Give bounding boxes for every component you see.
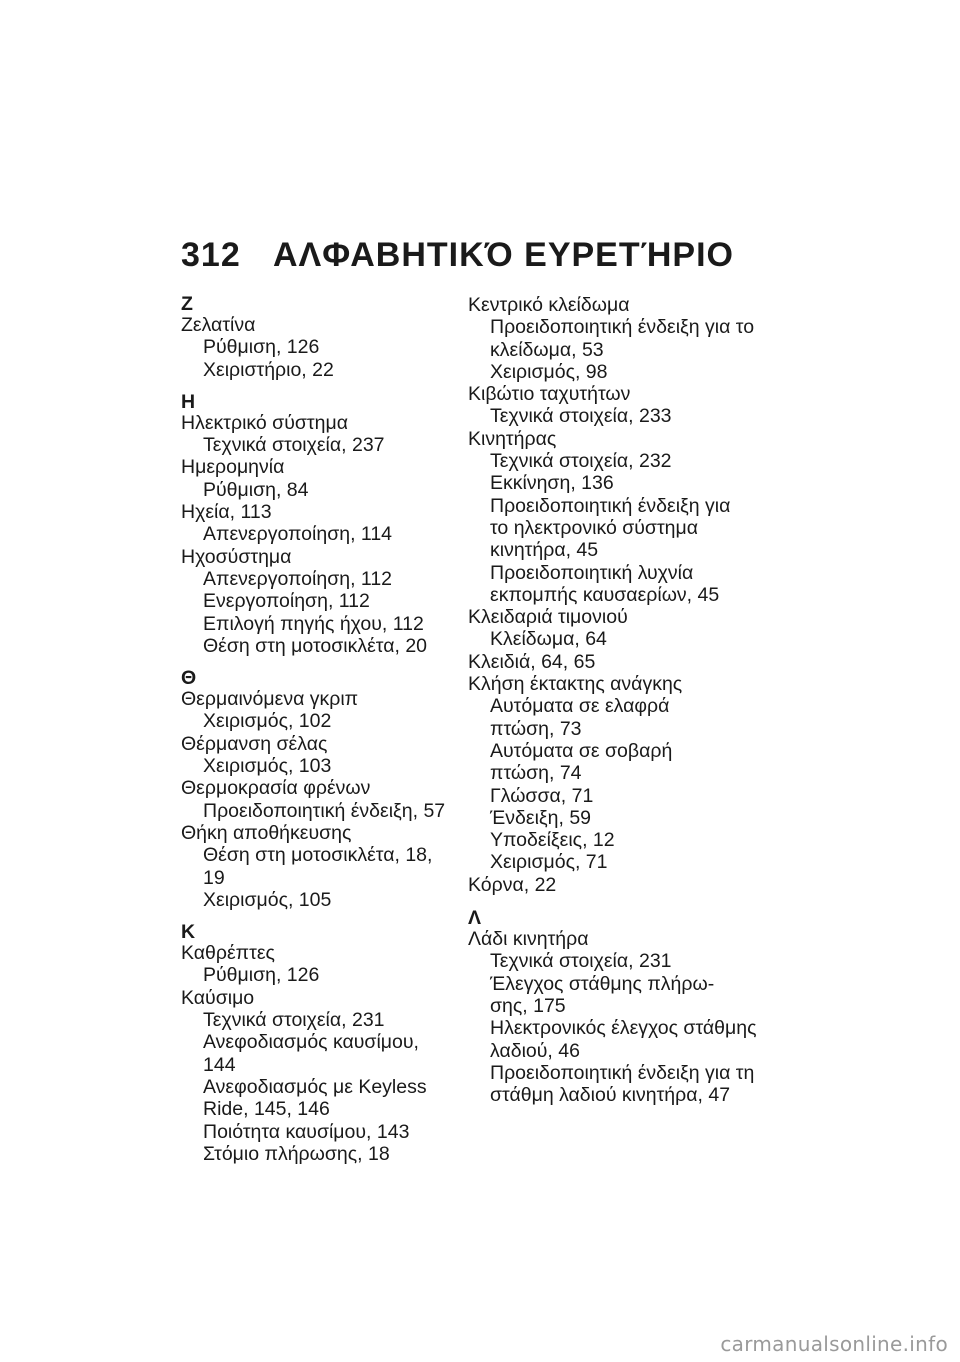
index-entry: Κλειδαριά τιμονιού (468, 606, 628, 629)
index-subentry: Γλώσσα, 71 (490, 784, 594, 807)
index-subentry: πτώση, 74 (490, 762, 582, 785)
section-letter: Θ (181, 667, 197, 690)
index-entry: Θερμαινόμενα γκριπ (181, 688, 359, 711)
index-subentry: Τεχνικά στοιχεία, 232 (490, 450, 672, 473)
watermark-text: carmanualsonline.info (720, 1332, 948, 1356)
index-subentry: Στόμιο πλήρωσης, 18 (203, 1142, 390, 1165)
index-subentry: Ένδειξη, 59 (490, 806, 592, 829)
index-subentry: κλείδωμα, 53 (490, 338, 604, 361)
index-entry: Καθρέπτες (181, 942, 275, 965)
index-entry: Θέρμανση σέλας (181, 732, 328, 755)
index-subentry: Ηλεκτρονικός έλεγχος στάθμης (490, 1017, 757, 1040)
index-subentry: σης, 175 (490, 994, 566, 1017)
index-subentry: Προειδοποιητική ένδειξη για το (490, 316, 755, 339)
index-section (181, 392, 451, 657)
index-subentry: Τεχνικά στοιχεία, 231 (490, 950, 672, 973)
index-subentry: Χειρισμός, 71 (490, 851, 608, 874)
index-entry: Ημερομηνία (181, 456, 285, 479)
index-column-right (468, 294, 768, 1106)
index-entry: Κιβώτιο ταχυτήτων (468, 383, 631, 406)
index-entry: Κόρνα, 22 (468, 873, 557, 896)
index-subentry: Κλείδωμα, 64 (490, 628, 607, 651)
index-subentry: Έλεγχος στάθμης πλήρω- (490, 972, 715, 995)
page-number: 312 (181, 236, 241, 274)
section-letter: Ζ (181, 293, 193, 315)
index-subentry: Τεχνικά στοιχεία, 237 (203, 434, 385, 457)
index-subentry: λαδιού, 46 (490, 1039, 580, 1062)
index-entry: Ζελατίνα (181, 314, 256, 336)
index-subentry: Αυτόματα σε ελαφρά (490, 695, 670, 718)
index-subentry: Θέση στη μοτοσικλέτα, 20 (203, 634, 428, 657)
index-subentry: Αυτόματα σε σοβαρή (490, 739, 673, 762)
index-column-left (181, 294, 451, 1165)
index-entry: Λάδι κινητήρα (468, 928, 589, 951)
index-subentry: Ρύθμιση, 84 (203, 478, 309, 501)
index-subentry: Χειρισμός, 102 (203, 710, 332, 733)
index-section (181, 922, 451, 1165)
index-entry: Κλήση έκτακτης ανάγκης (468, 673, 683, 696)
index-entry: Θήκη αποθήκευσης (181, 821, 352, 844)
index-subentry: Ρύθμιση, 126 (203, 336, 320, 359)
index-subentry: Απενεργοποίηση, 112 (203, 567, 393, 590)
index-subentry: Τεχνικά στοιχεία, 231 (203, 1009, 385, 1032)
section-letter: Κ (181, 921, 196, 944)
index-section (181, 294, 451, 381)
index-subentry: Ενεργοποίηση, 112 (203, 590, 370, 613)
index-section (468, 908, 768, 1106)
index-subentry: Προειδοποιητική ένδειξη για τη (490, 1061, 755, 1084)
index-subentry: Χειρισμός, 98 (490, 360, 608, 383)
index-subentry: Προειδοποιητική ένδειξη για (490, 494, 731, 517)
index-subentry: Ποιότητα καυσίμου, 143 (203, 1120, 410, 1143)
index-subentry: Ride, 145, 146 (203, 1098, 330, 1121)
section-letter: Λ (468, 907, 482, 930)
index-subentry: Προειδοποιητική ένδειξη, 57 (203, 799, 446, 822)
index-subentry: Χειρισμός, 103 (203, 755, 332, 778)
page-header (181, 236, 734, 275)
index-entry: Θερμοκρασία φρένων (181, 777, 371, 800)
index-subentry: Επιλογή πηγής ήχου, 112 (203, 612, 424, 635)
index-entry: Κεντρικό κλείδωμα (468, 294, 630, 316)
index-subentry: Χειρισμός, 105 (203, 888, 332, 911)
index-entry: Καύσιμο (181, 986, 255, 1009)
index-subentry: Τεχνικά στοιχεία, 233 (490, 405, 672, 428)
page-title: ΑΛΦΑΒΗΤΙΚΌ ΕΥΡΕΤΉΡΙΟ (273, 236, 734, 274)
index-section (181, 668, 451, 911)
index-subentry: Απενεργοποίηση, 114 (203, 523, 393, 546)
index-entry: Ηχοσύστημα (181, 545, 292, 568)
index-subentry: Ανεφοδιασμός με Keyless (203, 1075, 427, 1098)
index-section (468, 294, 768, 896)
index-entry: Κινητήρας (468, 427, 557, 450)
index-subentry: κινητήρα, 45 (490, 539, 599, 562)
index-subentry: στάθμη λαδιού κινητήρα, 47 (490, 1084, 731, 1107)
index-subentry: Προειδοποιητική λυχνία (490, 561, 694, 584)
index-entry: Ηλεκτρικό σύστημα (181, 411, 348, 434)
index-entry: Κλειδιά, 64, 65 (468, 650, 596, 673)
index-subentry: Θέση στη μοτοσικλέτα, 18, 19 (203, 844, 433, 889)
index-subentry: Ρύθμιση, 126 (203, 964, 320, 987)
index-subentry: το ηλεκτρονικό σύστημα (490, 516, 699, 539)
index-subentry: Υποδείξεις, 12 (490, 829, 615, 852)
index-subentry: πτώση, 73 (490, 717, 582, 740)
index-subentry: Εκκίνηση, 136 (490, 472, 614, 495)
section-letter: Η (181, 390, 196, 413)
index-subentry: Ανεφοδιασμός καυσίμου, 144 (203, 1031, 419, 1076)
index-entry: Ηχεία, 113 (181, 501, 272, 524)
index-subentry: εκπομπής καυσαερίων, 45 (490, 583, 720, 606)
index-subentry: Χειριστήριο, 22 (203, 358, 334, 381)
